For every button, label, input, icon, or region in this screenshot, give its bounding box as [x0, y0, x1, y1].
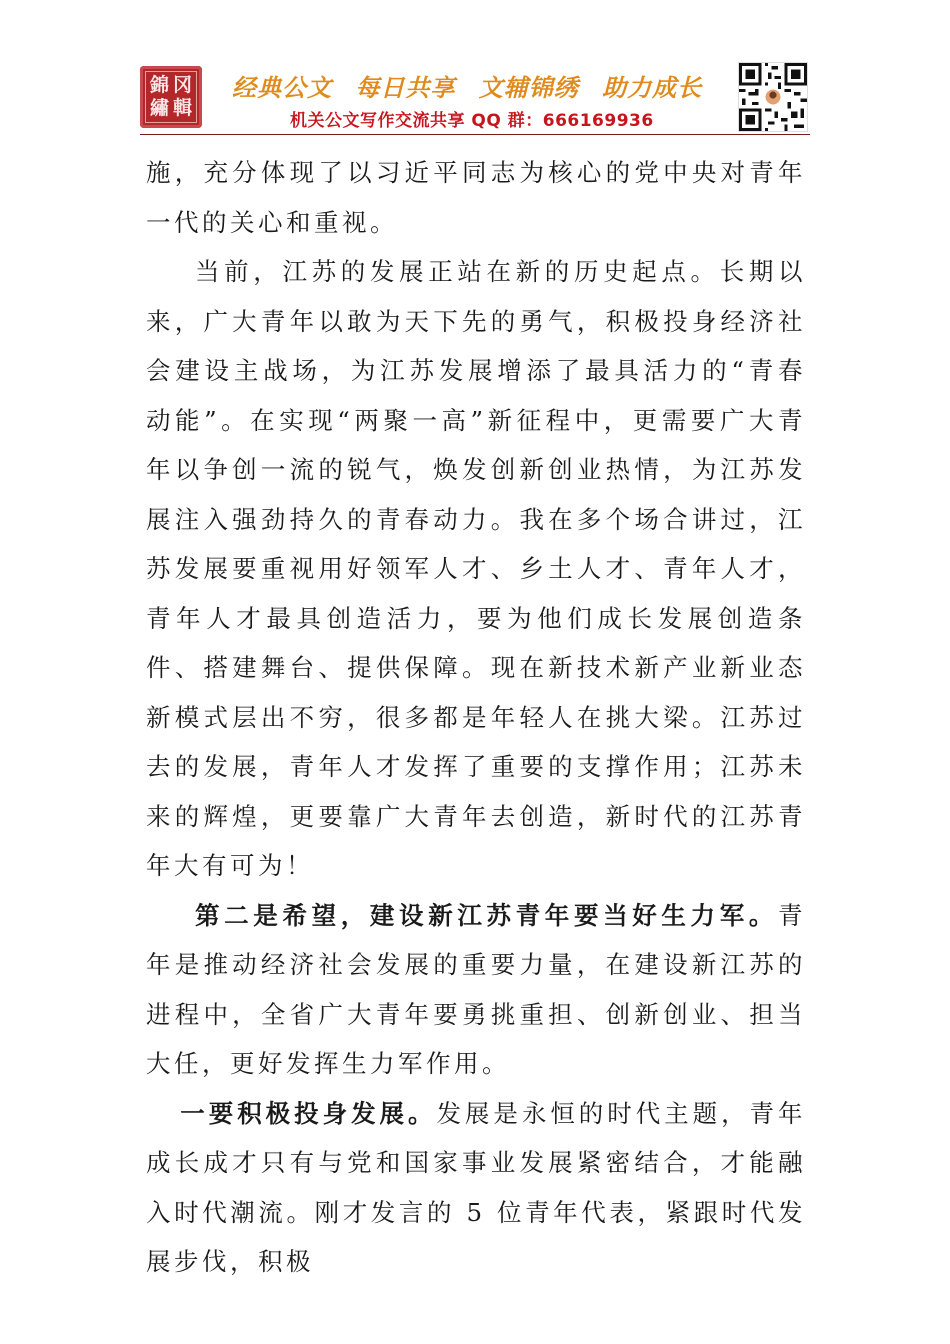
paragraph-lead: 一要积极投身发展。 [180, 1098, 437, 1128]
paragraph: 当前，江苏的发展正站在新的历史起点。长期以来，广大青年以敢为天下先的勇气，积极投身经济社会建设主战场，为江苏发展增添了最具活力的“青春动能”。在实现“两聚一高”新征程中，更需要广大青年以争创一流的锐气，焕发创新创业热情，为江苏发展注入强劲持久的青春动力。我在多个场合讲过，江苏发展要重视用好领军人才、乡土人才、青年人才，青年人才最具创造活力，要为他们成长发展创造条件、搭建舞台、提供保障。现在新技术新产业新业态新模式层出不穷，很多都是年轻人在挑大梁。江苏过去的发展，青年人才发挥了重要的支撑作用；江苏未来的辉煌，更要靠广大青年去创造，新时代的江苏青年大有可为！ [146, 257, 806, 880]
paragraph [146, 891, 806, 1089]
seal-char: 冈 [172, 74, 192, 96]
seal-char: 繡 [149, 97, 169, 119]
paragraph: 施，充分体现了以习近平同志为核心的党中央对青年一代的关心和重视。 [146, 158, 806, 237]
seal-char: 錦 [149, 74, 169, 96]
qr-code-icon [738, 62, 808, 132]
document-body [146, 148, 806, 1287]
page-header [140, 62, 810, 134]
slogan-part: 助力成长 [602, 74, 703, 102]
header-slogan [232, 68, 732, 103]
slogan-part: 每日共享 [355, 74, 456, 102]
paragraph [146, 1089, 806, 1287]
header-divider [140, 134, 810, 135]
slogan-part: 文辅锦绣 [478, 74, 579, 102]
qq-group-line: 机关公文写作交流共享 QQ 群：666169936 [290, 111, 654, 131]
paragraph-text: 发展是永恒的时代主题，青年成长成才只有与党和国家事业发展紧密结合，才能融入时代潮流。刚才发言的 5 位青年代表，紧跟时代发展步伐，积极 [146, 1098, 807, 1276]
seal-char: 輯 [172, 97, 192, 119]
paragraph-text: 青年是推动经济社会发展的重要力量，在建设新江苏的进程中，全省广大青年要勇挑重担、创新创业、担当大任，更好发挥生力军作用。 [146, 900, 806, 1078]
paragraph-lead: 第二是希望，建设新江苏青年要当好生力军。 [195, 900, 778, 930]
seal-logo [140, 66, 202, 128]
slogan-part: 经典公文 [232, 74, 332, 102]
